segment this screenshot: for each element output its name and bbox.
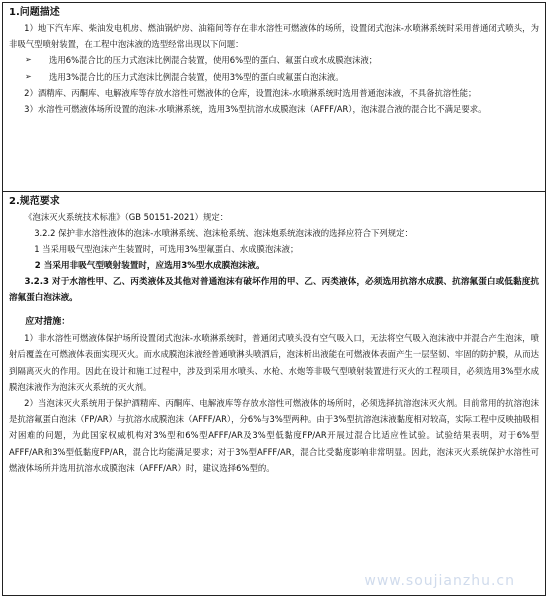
arrow-bullet-icon: ➢ xyxy=(25,71,32,81)
problem-bullet-1 xyxy=(9,52,539,68)
spec-intro: 《泡沫灭火系统技术标准》（GB 50151-2021）规定： xyxy=(24,212,229,222)
spec-item-1: 1 当采用吸气型泡沫产生装置时，可选用3%型氟蛋白、水成膜泡沫液； xyxy=(34,244,299,255)
problem-section xyxy=(3,3,545,192)
spec-clause-323: 3.2.3 对于水溶性甲、乙、丙类液体及其他对普通泡沫有破坏作用的甲、乙、丙类液体，必须选用抗溶水成膜、抗溶氟蛋白或低黏度抗溶氟蛋白泡沫液。 xyxy=(9,276,539,304)
measures-title: 应对措施： xyxy=(25,317,71,328)
problem-bullet-2-text: 选用3%混合比的压力式泡沫比例混合装置，使用3%型的蛋白或氟蛋白泡沫液。 xyxy=(49,71,344,82)
problem-bullet-1-text: 选用6%混合比的压力式泡沫比例混合装置，使用6%型的蛋白、氟蛋白或水成膜泡沫液； xyxy=(49,55,378,66)
problem-para-1: 1）地下汽车库、柴油发电机房、燃油锅炉房、油箱间等存在非水溶性可燃液体的场所，设置闭式泡沫-水喷淋系统时采用普通闭式喷头，为非吸气型喷射装置，在工程中泡沫液的选型经常出现以下问题： xyxy=(9,23,539,50)
spec-item-2: 2 当采用非吸气型喷射装置时，应选用3%型水成膜泡沫液。 xyxy=(34,260,265,271)
watermark: www.soujianzhu.cn xyxy=(364,573,515,589)
measure-2: 2）当泡沫灭火系统用于保护酒精库、丙酮库、电解液库等存放水溶性可燃液体的场所时，必须选择抗溶泡沫灭火剂。目前常用的抗溶泡沫是抗溶氟蛋白泡沫（FP/AR）与抗溶水成膜泡沫（AFFF/AR），分6%与3%型两种。由于3%型抗溶泡沫液黏度相对较高，实际工程中反映抽吸相对困难的问题，为此国家权威机构对3%型和6%型AFFF/AR及3%型低黏度FP/AR开展过混合比适应性试验。试验结果表明，对于6%型AFFF/AR和3%型低黏度FP/AR，混合比均能满足要求；对于3%型AFFF/AR，混合比受黏度影响非常明显。因此，泡沫灭火系统保护水溶性可燃液体场所并选用抗溶水成膜泡沫（AFFF/AR）时，建议选择6%型的。 xyxy=(9,398,539,473)
arrow-bullet-icon: ➢ xyxy=(25,55,32,65)
spec-title: 2.规范要求 xyxy=(9,196,60,207)
spec-section xyxy=(3,192,545,476)
problem-bullet-2 xyxy=(9,69,539,85)
measure-1: 1）非水溶性可燃液体保护场所设置闭式泡沫-水喷淋系统时，普通闭式喷头没有空气吸入口，无法将空气吸入泡沫液中并混合产生泡沫，喷射后覆盖在可燃液体表面实现灭火。而水成膜泡沫液经普通喷淋头喷洒后，泡沫析出液能在可燃液体表面产生一层坚韧、牢固的防护膜，从而达到隔离灭火的作用。因此在设计和施工过程中，涉及到采用水喷头、水枪、水炮等非吸气型喷射装置进行灭火的工程项目，必须选用3%型水成膜泡沫液作为泡沫灭火系统的灭火剂。 xyxy=(9,333,539,392)
problem-title: 1.问题描述 xyxy=(9,7,60,18)
document-table xyxy=(2,2,546,596)
problem-para-2: 2）酒精库、丙酮库、电解液库等存放水溶性可燃液体的仓库，设置泡沫-水喷淋系统时选用普通泡沫液，不具备抗溶性能； xyxy=(24,87,477,98)
problem-para-3: 3）水溶性可燃液体场所设置的泡沫-水喷淋系统，选用3%型抗溶水成膜泡沫（AFFF/AR），泡沫混合液的混合比不满足要求。 xyxy=(24,104,487,115)
spec-clause-322: 3.2.2 保护非水溶性液体的泡沫-水喷淋系统、泡沫枪系统、泡沫炮系统泡沫液的选择应符合下列规定： xyxy=(34,228,413,239)
